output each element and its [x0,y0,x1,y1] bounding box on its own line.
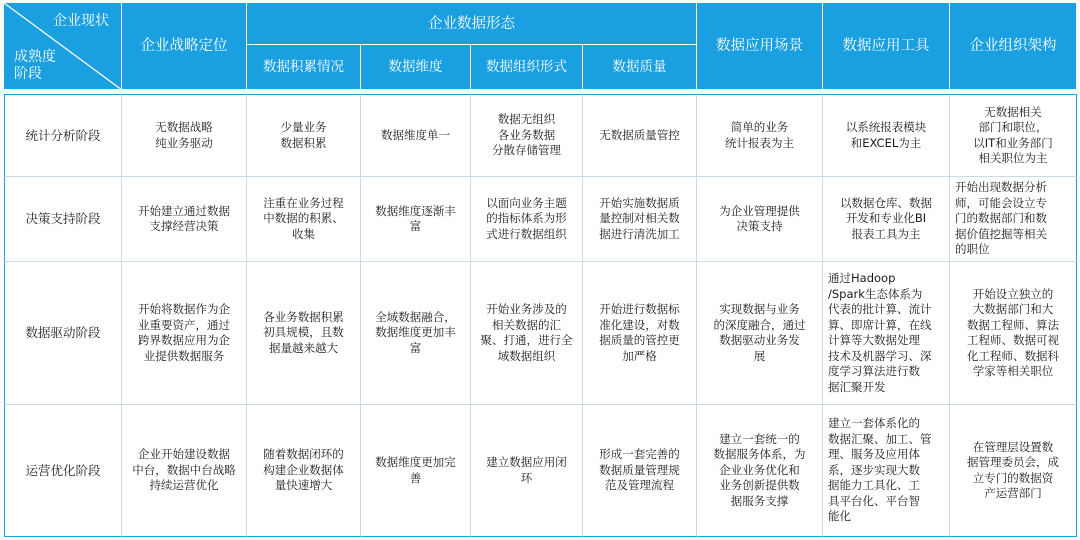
header-data-quality: 数据质量 [583,45,697,90]
header-tools: 数据应用工具 [823,3,950,90]
table-cell: 少量业务 数据积累 [247,94,361,177]
table-cell: 开始将数据作为企 业重要资产，通过 跨界数据应用为企 业提供数据服务 [122,262,247,405]
table-cell: 开始业务涉及的 相关数据的汇 聚、打通，进行全 域数据组织 [471,262,583,405]
table-cell: 为企业管理提供 决策支持 [697,177,823,262]
table-row [4,262,1077,405]
header-data-dimension: 数据维度 [361,45,471,90]
table-cell: 实现数据与业务 的深度融合，通过 数据驱动业务发 展 [697,262,823,405]
corner-header-cell [4,3,122,90]
maturity-table [4,3,1077,537]
table-cell: 随着数据闭环的 构建企业数据体 量快速增大 [247,405,361,537]
stage-cell: 决策支持阶段 [4,177,122,262]
stage-cell: 运营优化阶段 [4,405,122,537]
header-data-accumulation: 数据积累情况 [247,45,361,90]
table-cell: 无数据质量管控 [583,94,697,177]
table-cell: 简单的业务 统计报表为主 [697,94,823,177]
table-cell: 开始进行数据标 准化建设，对数 据质量的管控更 加严格 [583,262,697,405]
header-scene: 数据应用场景 [697,3,823,90]
table-row [4,94,1077,177]
table-cell: 注重在业务过程 中数据的积累、 收集 [247,177,361,262]
corner-bottom-label: 成熟度 阶段 [14,49,56,82]
table-cell: 开始实施数据质 量控制对相关数 据进行清洗加工 [583,177,697,262]
table-cell: 以系统报表模块 和EXCEL为主 [823,94,950,177]
table-cell: 企业开始建设数据 中台，数据中台战略 持续运营优化 [122,405,247,537]
table-cell: 建立数据应用闭 环 [471,405,583,537]
stage-cell: 统计分析阶段 [4,94,122,177]
table-cell: 通过Hadoop /Spark生态体系为 代表的批计算、流计 算、即席计算，在线 计算等大数据处理 技术及机器学习、深 度学习算法进行数 据汇聚开发 [823,262,950,405]
table-cell: 无数据战略 纯业务驱动 [122,94,247,177]
table-cell: 数据维度逐渐丰 富 [361,177,471,262]
stage-cell: 数据驱动阶段 [4,262,122,405]
table-cell: 建立一套统一的 数据服务体系，为 企业业务优化和 业务创新提供数 据服务支撑 [697,405,823,537]
header-org: 企业组织架构 [950,3,1077,90]
table-cell: 开始设立独立的 大数据部门和大 数据工程师、算法 工程师、数据可视 化工程师、数据科 学家等相关职位 [950,262,1077,405]
table-cell: 数据无组织 各业务数据 分散存储管理 [471,94,583,177]
table-row [4,177,1077,262]
table-cell: 在管理层设置数 据管理委员会，成 立专门的数据资 产运营部门 [950,405,1077,537]
header-data-form: 企业数据形态 [247,3,697,45]
table-cell: 各业务数据积累 初具规模，且数 据量越来越大 [247,262,361,405]
corner-top-label: 企业现状 [53,13,109,29]
header-strategy: 企业战略定位 [122,3,247,90]
table-cell: 以数据仓库、数据 开发和专业化BI 报表工具为主 [823,177,950,262]
table-cell: 数据维度更加完 善 [361,405,471,537]
table-cell: 以面向业务主题 的指标体系为形 式进行数据组织 [471,177,583,262]
header-data-organization: 数据组织形式 [471,45,583,90]
table-cell: 数据维度单一 [361,94,471,177]
table-row [4,405,1077,537]
table-cell: 形成一套完善的 数据质量管理规 范及管理流程 [583,405,697,537]
table-cell: 无数据相关 部门和职位， 以IT和业务部门 相关职位为主 [950,94,1077,177]
table-cell: 开始出现数据分析 师，可能会设立专 门的数据部门和数 据价值挖掘等相关 的职位 [950,177,1077,262]
table-cell: 建立一套体系化的 数据汇聚、加工、管 理、服务及应用体 系，逐步实现大数 据能力工具化、工 具平台化、平台智 能化 [823,405,950,537]
table-cell: 全域数据融合， 数据维度更加丰 富 [361,262,471,405]
table-cell: 开始建立通过数据 支撑经营决策 [122,177,247,262]
